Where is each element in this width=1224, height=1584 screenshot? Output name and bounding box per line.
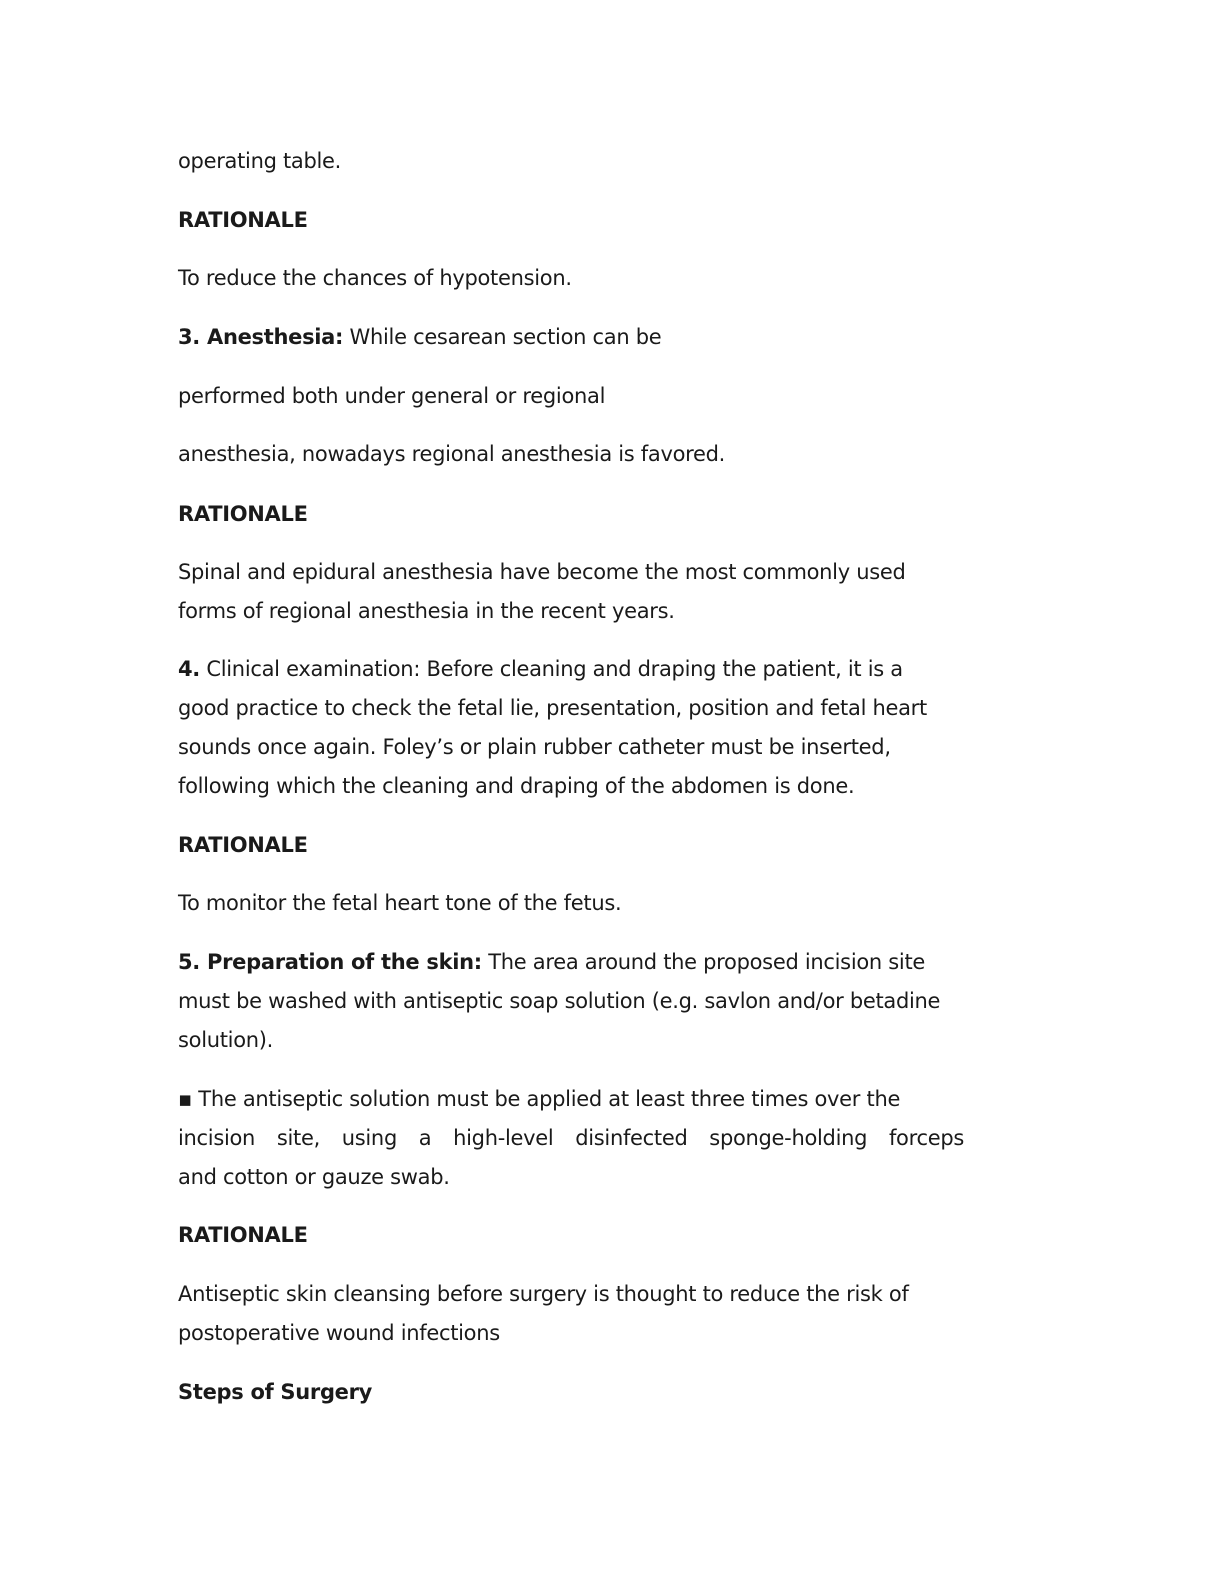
step-4-text: Clinical examination: Before cleaning and draping the patient, it is a [200,657,903,681]
rationale-text: Spinal and epidural anesthesia have become the most commonly used [178,560,906,584]
rationale-heading: RATIONALE [178,1223,308,1247]
rationale-text: To monitor the fetal heart tone of the fetus. [178,891,622,915]
step-5-heading: 5. Preparation of the skin: [178,950,482,974]
bullet-line: ▪ The antiseptic solution must be applied at least three times over the [178,1087,901,1111]
text-line: operating table. [178,149,342,173]
text-line: good practice to check the fetal lie, presentation, position and fetal heart [178,696,927,720]
rationale-heading: RATIONALE [178,502,308,526]
bullet-line: and cotton or gauze swab. [178,1165,450,1189]
text-line: must be washed with antiseptic soap solution (e.g. savlon and/or betadine [178,989,941,1013]
text-line: solution). [178,1028,274,1052]
step-4-number: 4. [178,657,200,681]
text-line: sounds once again. Foley’s or plain rubber catheter must be inserted, [178,735,891,759]
step-5-text: The area around the proposed incision site [481,950,926,974]
step-3-heading: 3. Anesthesia: [178,325,344,349]
text-line: anesthesia, nowadays regional anesthesia is favored. [178,442,726,466]
rationale-heading: RATIONALE [178,208,308,232]
step-3-line [178,324,661,350]
rationale-text: postoperative wound infections [178,1321,500,1345]
rationale-text: forms of regional anesthesia in the recent years. [178,599,675,623]
rationale-text: To reduce the chances of hypotension. [178,266,572,290]
text-line: performed both under general or regional [178,384,606,408]
rationale-text: Antiseptic skin cleansing before surgery is thought to reduce the risk of [178,1282,909,1306]
text-line: following which the cleaning and draping of the abdomen is done. [178,774,855,798]
rationale-heading: RATIONALE [178,833,308,857]
step-3-text: While cesarean section can be [343,325,662,349]
section-heading-steps-of-surgery: Steps of Surgery [178,1380,373,1404]
step-4-line [178,656,903,682]
bullet-line-justified: incision site, using a high-level disinfected sponge-holding forceps [178,1126,964,1150]
step-5-line [178,949,925,975]
